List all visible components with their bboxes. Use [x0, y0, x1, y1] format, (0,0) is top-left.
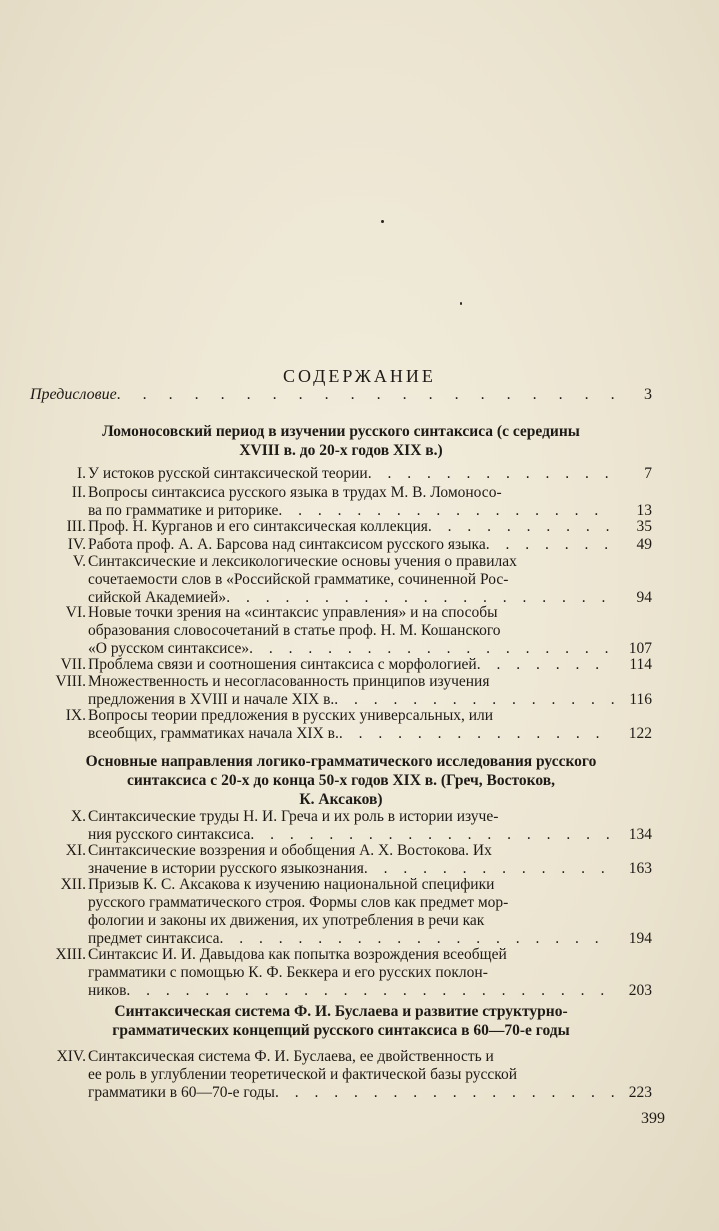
page-number: 134: [628, 826, 652, 843]
page-number: 107: [628, 640, 652, 657]
page-number: 223: [628, 1084, 652, 1101]
book-page: СОДЕРЖАНИЕ Предисловие . . . 3 Ломоносовский период в изучении русского синтаксиса (с середины XVIII в. до 20-х годов XIX в.) I. У истоков русской синтаксической теории . . . 7 II. Вопросы синтаксиса русского языка в трудах М. В. Ломоносо- ва по грамматике и риторике . . . 13 III. Проф. Н. Курганов и его синтаксическая коллекция . . . 35 IV. Работа проф. А. А. Барсова над синтаксисом русского языка . . . 49 V. Синтаксические и лексикологические основы учения о правилах сочетаемости слов в «Российской грамматике, сочиненной Рос- сийской Академией» . . . 94 VI. Новые точки зрения на «синтаксис управления» и на способы образования словосочетаний в статье проф. Н. М. Кошанского «О русском синтаксисе» . . . 107 VII. Проблема связи и соотношения синтаксиса с морфологией . . . 114 VIII. Множественность и несогласованность принципов изучения предложения в XVIII и начале XIX в. . . . 116 IX. Вопросы теории предложения в русских универсальных, или всеобщих, грамматиках начала XIX в. . . . 122 Основные направления логико-грамматического исследования русского синтаксиса с 20-х до конца 50-х годов XIX в. (Греч, Востоков, К. Аксаков) X. Синтаксические труды Н. И. Греча и их роль в истории изуче- ния русского синтаксиса . . . 134 XI. Синтаксические воззрения и обобщения А. Х. Востокова. Их значение в истории русского языкознания . . . 163 XII. Призыв К. С. Аксакова к изучению национальной специфики русского грамматического строя. Формы слов как предмет мор- фологии и законы их движения, их употребления в речи как предмет синтаксиса . . . 194 XIII. Синтаксис И. И. Давыдова как попытка возрождения всеобщей грамматики с помощью К. Ф. Беккера и его русских поклон- ников . . . 203 Синтаксическая система Ф. И. Буслаева и развитие структурно- грамматических концепций русского синтаксиса в 60—70-е годы XIV. Синтаксическая система Ф. И. Буслаева, ее двойственность и ее роль в углублении теоретической и фактической базы русской грамматики в 60—70-е годы . . . 223 399: [0, 0, 719, 1231]
page-number: 163: [628, 860, 652, 877]
page-number: 94: [636, 589, 652, 606]
page-number: 122: [628, 725, 652, 742]
chapter-number: X.: [70, 808, 86, 825]
section-heading: Ломоносовский период в изучении русского синтаксиса (с середины XVIII в. до 20-х годов XIX в.): [102, 423, 580, 459]
paper-speck: [381, 220, 384, 223]
page-number: 194: [628, 930, 652, 947]
chapter-number: XI.: [65, 842, 86, 859]
preface-entry: [30, 386, 652, 404]
chapter-number: XII.: [60, 876, 86, 893]
page-number: 35: [636, 518, 652, 535]
page-number: 7: [644, 465, 652, 482]
chapter-number: III.: [66, 518, 86, 535]
chapter-number: I.: [76, 465, 86, 482]
page-number: 13: [636, 502, 652, 519]
preface-page: 3: [644, 386, 652, 403]
chapter-number: IX.: [65, 707, 86, 724]
chapter-number: IV.: [67, 536, 86, 553]
paper-speck: [460, 302, 462, 305]
page-number: 203: [628, 982, 652, 999]
chapter-number: VIII.: [55, 673, 86, 690]
chapter-number: VII.: [60, 656, 86, 673]
chapter-number: XIV.: [56, 1048, 86, 1065]
chapter-number: VI.: [65, 604, 86, 621]
page-number: 49: [636, 536, 652, 553]
section-heading: Основные направления логико-грамматического исследования русского синтаксиса с 20-х до конца 50-х годов XIX в. (Греч, Востоков, К. Аксаков): [85, 753, 597, 808]
section-heading: Синтаксическая система Ф. И. Буслаева и развитие структурно- грамматических концепций русского синтаксиса в 60—70-е годы: [112, 1003, 570, 1039]
folio-page-number: 399: [641, 1110, 665, 1127]
page-number: 116: [629, 691, 652, 708]
preface-label: Предисловие: [30, 386, 117, 403]
chapter-number: V.: [72, 553, 86, 570]
chapter-number: XIII.: [55, 946, 86, 963]
page-title: СОДЕРЖАНИЕ: [283, 366, 436, 386]
chapter-number: II.: [71, 484, 86, 501]
page-number: 114: [629, 656, 652, 673]
leader-dots: [117, 386, 636, 404]
